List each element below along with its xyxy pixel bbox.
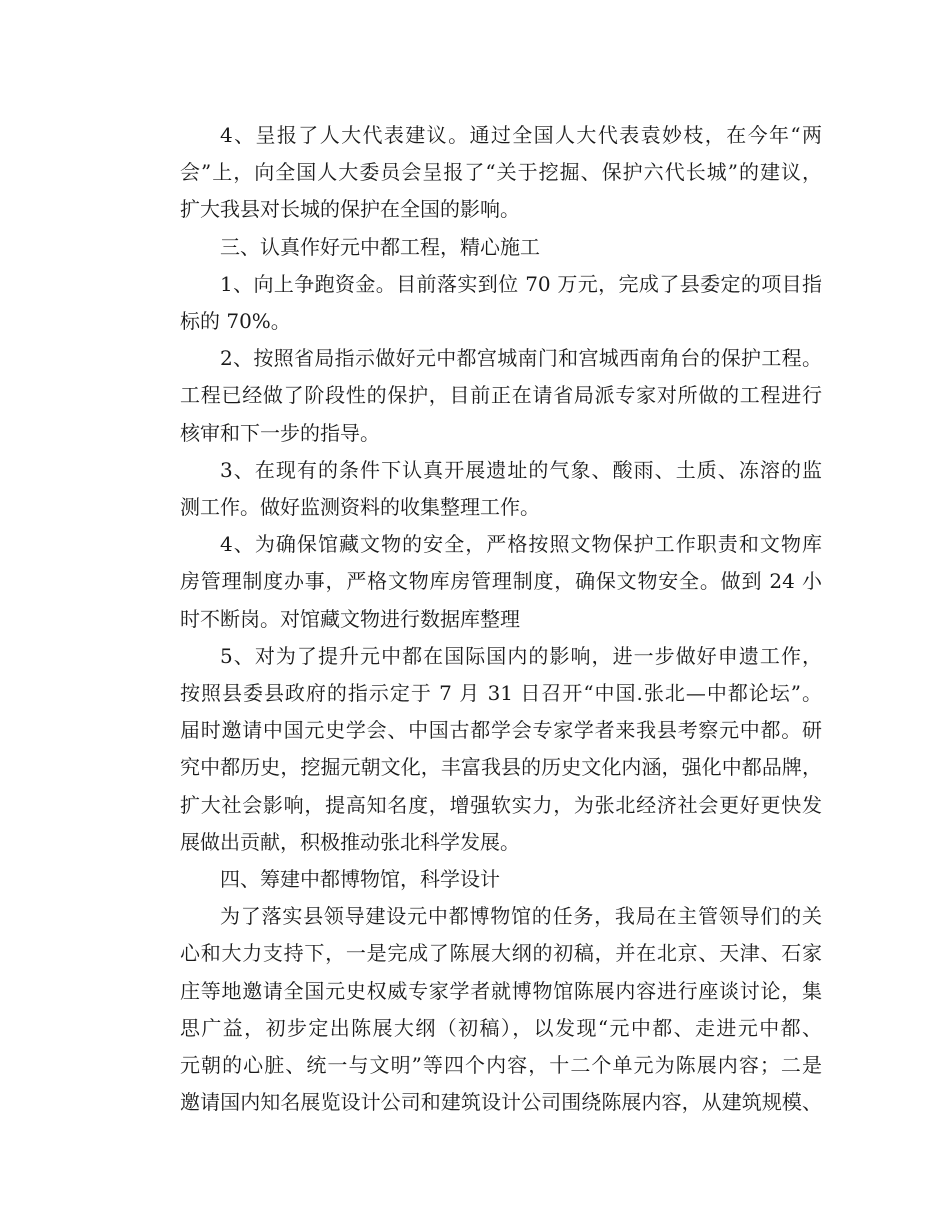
text-line: 4、呈报了人大代表建议。通过全国人大代表袁妙枝，在今年“两 <box>220 123 822 147</box>
text-line: 思广益，初步定出陈展大纲（初稿），以发现“元中都、走进元中都、 <box>180 1015 822 1040</box>
paragraph-item-1-funding <box>140 266 822 340</box>
paragraph-item-4-collection-safety <box>140 526 822 638</box>
heading-text: 三、认真作好元中都工程，精心施工 <box>220 234 540 259</box>
paragraph-museum-planning <box>140 898 822 1121</box>
text-line: 邀请国内知名展览设计公司和建筑设计公司围绕陈展内容，从建筑规模、 <box>180 1090 822 1115</box>
text-line: 2、按照省局指示做好元中都宫城南门和宫城西南角台的保护工程。 <box>220 346 822 371</box>
paragraph-item-4-npc-proposal <box>140 117 822 229</box>
paragraph-item-2-protection-project <box>140 340 822 452</box>
text-line: 按照县委县政府的指示定于 7 月 31 日召开“中国.张北—中都论坛”。 <box>180 681 822 706</box>
paragraph-item-5-forum <box>140 638 822 861</box>
text-line: 房管理制度办事，严格文物库房管理制度，确保文物安全。做到 24 小 <box>180 569 822 594</box>
text-line: 为了落实县领导建设元中都博物馆的任务，我局在主管领导们的关 <box>220 904 822 929</box>
text-line: 标的 70%。 <box>180 309 291 334</box>
section-heading-4 <box>140 861 822 898</box>
document-body <box>140 117 822 1121</box>
text-line: 5、对为了提升元中都在国际国内的影响，进一步做好申遗工作， <box>220 643 822 668</box>
text-line: 4、为确保馆藏文物的安全，严格按照文物保护工作职责和文物库 <box>220 532 822 557</box>
text-line: 究中都历史，挖掘元朝文化，丰富我县的历史文化内涵，强化中都品牌， <box>180 755 822 780</box>
paragraph-item-3-monitoring <box>140 452 822 526</box>
text-line: 心和大力支持下，一是完成了陈展大纲的初稿，并在北京、天津、石家 <box>180 941 822 966</box>
text-line: 扩大我县对长城的保护在全国的影响。 <box>180 197 520 222</box>
text-line: 3、在现有的条件下认真开展遗址的气象、酸雨、土质、冻溶的监 <box>220 457 822 482</box>
text-line: 核审和下一步的指导。 <box>180 420 380 445</box>
text-line: 会”上，向全国人大委员会呈报了“关于挖掘、保护六代长城”的建议， <box>180 160 822 185</box>
text-line: 扩大社会影响，提高知名度，增强软实力，为张北经济社会更好更快发 <box>180 792 822 817</box>
text-line: 展做出贡献，积极推动张北科学发展。 <box>180 829 520 854</box>
text-line: 工程已经做了阶段性的保护，目前正在请省局派专家对所做的工程进行 <box>180 383 822 408</box>
text-line: 元朝的心脏、统一与文明”等四个内容，十二个单元为陈展内容；二是 <box>180 1053 822 1078</box>
section-heading-3 <box>140 229 822 266</box>
text-line: 1、向上争跑资金。目前落实到位 70 万元，完成了县委定的项目指 <box>220 271 822 296</box>
text-line: 测工作。做好监测资料的收集整理工作。 <box>180 495 540 520</box>
heading-text: 四、筹建中都博物馆，科学设计 <box>220 867 500 892</box>
text-line: 庄等地邀请全国元史权威专家学者就博物馆陈展内容进行座谈讨论，集 <box>180 978 822 1003</box>
text-line: 时不断岗。对馆藏文物进行数据库整理 <box>180 606 520 631</box>
text-line: 届时邀请中国元史学会、中国古都学会专家学者来我县考察元中都。研 <box>180 718 822 743</box>
